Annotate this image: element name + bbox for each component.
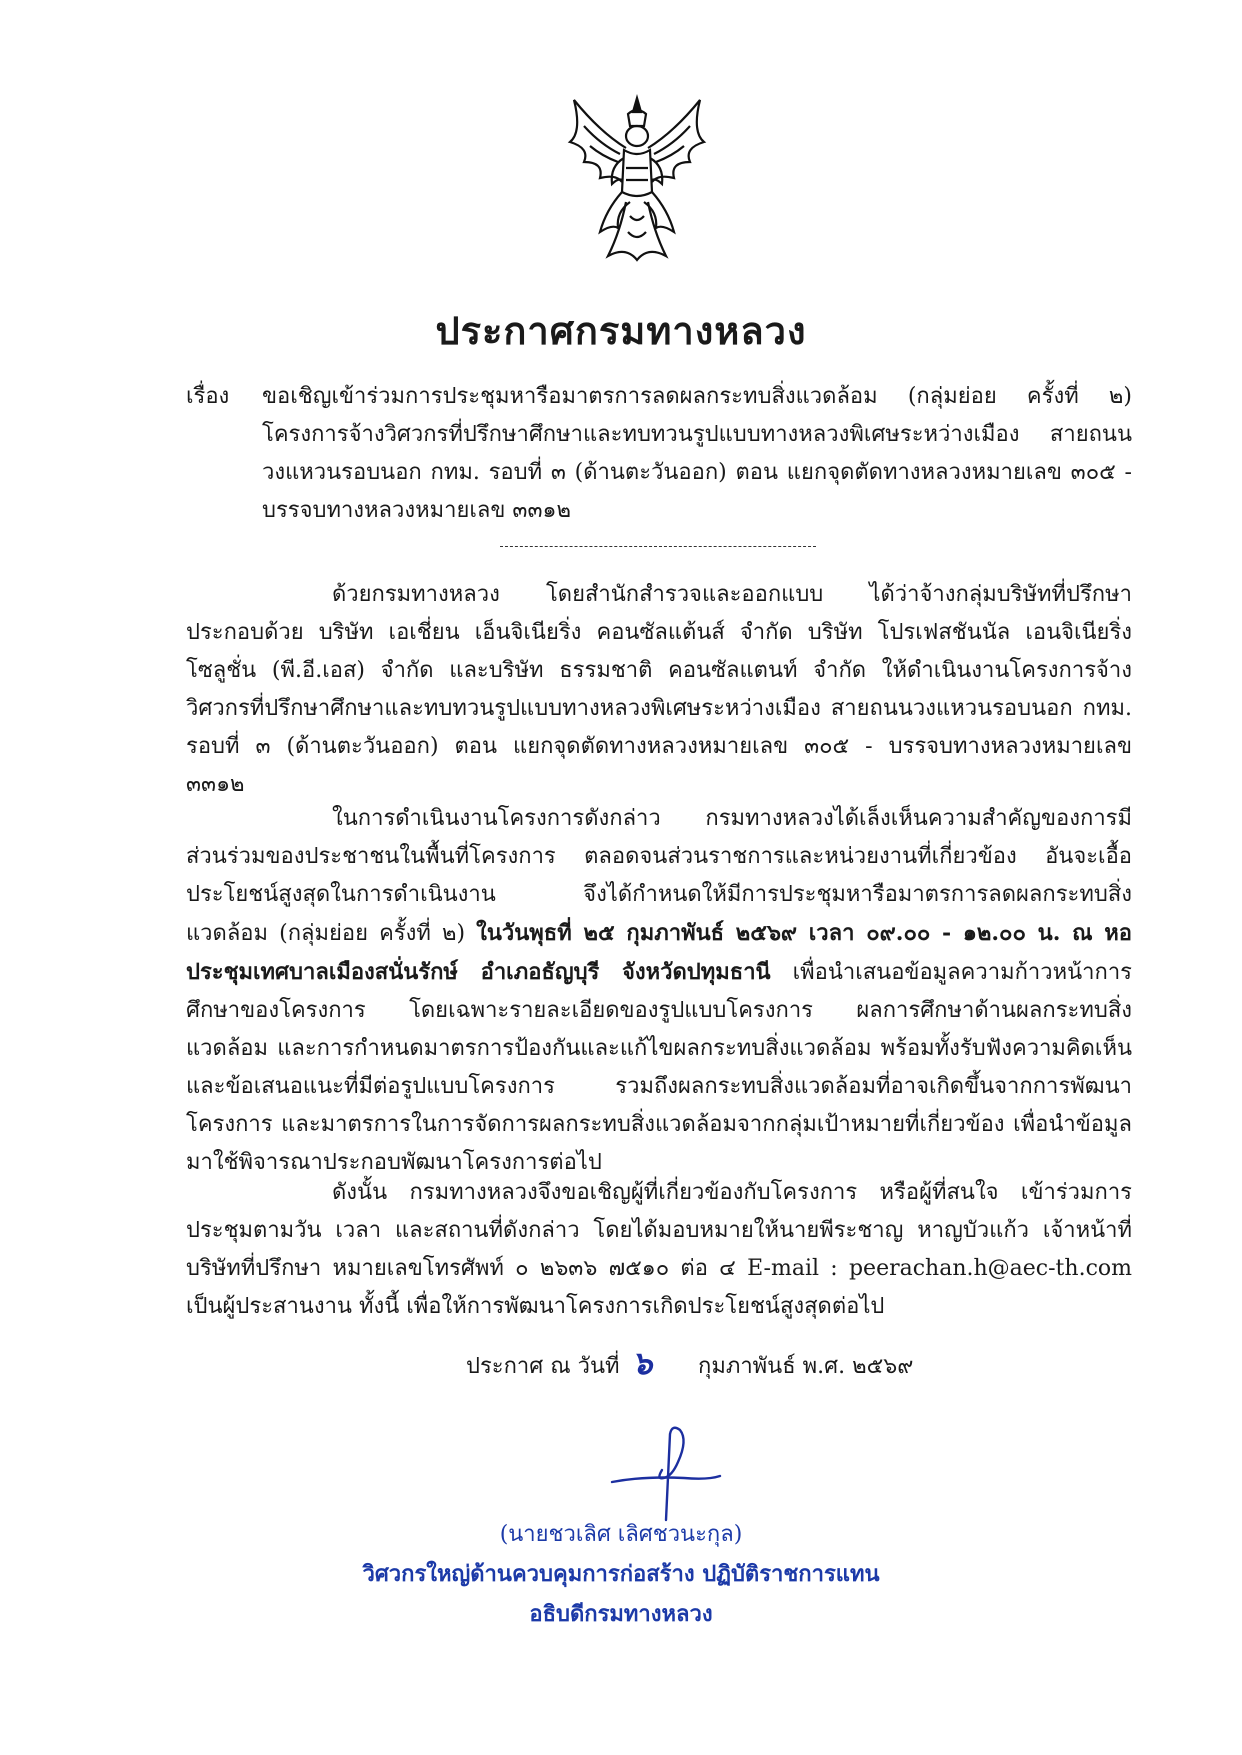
subject-text: ขอเชิญเข้าร่วมการประชุมหารือมาตรการลดผลกระทบสิ่งแวดล้อม (กลุ่มย่อย ครั้งที่ ๒) โครงการจ้างวิศวกรที่ปรึกษาศึกษาและทบทวนรูปแบบทางหลวงพิเศษระหว่างเมือง สายถนนวงแหวนรอบนอก กทม. รอบที่ ๓ (ด้านตะวันออก) ตอน แยกจุดตัดทางหลวงหมายเลข ๓๐๕ - บรรจบทางหลวงหมายเลข ๓๓๑๒ bbox=[262, 384, 1132, 523]
paragraph-2-intro: ในการดำเนินงานโครงการดังกล่าว กรมทางหลวงได้เล็งเห็นความสำคัญของการมีส่วนร่วมของประชาชนในพื้นที่โครงการ ตลอดจนส่วนราชการและหน่วยงานที่เกี่ยวข้อง อันจะเอื้อประโยชน์สูงสุดในการดำเนินงาน จึงได้กำหนดให้มีการประชุมหารือมาตรการลดผลกระทบสิ่งแวดล้อม (กลุ่มย่อย ครั้งที่ ๒) bbox=[186, 806, 1132, 946]
divider-line bbox=[500, 546, 816, 547]
document-title: ประกาศกรมทางหลวง bbox=[435, 308, 807, 353]
announcement-prefix: ประกาศ ณ วันที่ bbox=[466, 1354, 620, 1379]
body-paragraph-1: ด้วยกรมทางหลวง โดยสำนักสำรวจและออกแบบ ได้ว่าจ้างกลุ่มบริษัทที่ปรึกษา ประกอบด้วย บริษัท เอเชี่ยน เอ็นจิเนียริ่ง คอนซัลแต้นส์ จำกัด บริษัท โปรเฟสชันนัล เอนจิเนียริ่ง โซลูชั่น (พี.อี.เอส) จำกัด และบริษัท ธรรมชาติ คอนซัลแตนท์ จำกัด ให้ดำเนินงานโครงการจ้างวิศวกรที่ปรึกษาศึกษาและทบทวนรูปแบบทางหลวงพิเศษระหว่างเมือง สายถนนวงแหวนรอบนอก กทม. รอบที่ ๓ (ด้านตะวันออก) ตอน แยกจุดตัดทางหลวงหมายเลข ๓๐๕ - บรรจบทางหลวงหมายเลข ๓๓๑๒ bbox=[186, 582, 1132, 797]
body-paragraph-3: ดังนั้น กรมทางหลวงจึงขอเชิญผู้ที่เกี่ยวข้องกับโครงการ หรือผู้ที่สนใจ เข้าร่วมการประชุมตามวัน เวลา และสถานที่ดังกล่าว โดยได้มอบหมายให้นายพีระชาญ หาญบัวแก้ว เจ้าหน้าที่บริษัทที่ปรึกษา หมายเลขโทรศัพท์ ๐ ๒๖๓๖ ๗๕๑๐ ต่อ ๔ E-mail : peerachan.h@aec-th.com เป็นผู้ประสานงาน ทั้งนี้ เพื่อให้การพัฒนาโครงการเกิดประโยชน์สูงสุดต่อไป bbox=[186, 1180, 1132, 1319]
meeting-datetime-venue: ในวันพุธที่ ๒๕ กุมภาพันธ์ ๒๕๖๙ เวลา ๐๙.๐๐ - ๑๒.๐๐ น. ณ หอประชุมเทศบาลเมืองสนั่นรักษ์ อำเภอธัญบุรี จังหวัดปทุมธานี bbox=[186, 920, 1132, 985]
garuda-emblem-icon bbox=[560, 92, 714, 264]
signatory-position: วิศวกรใหญ่ด้านควบคุมการก่อสร้าง ปฏิบัติราชการแทน bbox=[362, 1561, 880, 1587]
signatory-name: (นายชวเลิศ เลิศชวนะกุล) bbox=[499, 1522, 743, 1547]
signatory-organization: อธิบดีกรมทางหลวง bbox=[529, 1601, 713, 1627]
subject-label: เรื่อง bbox=[186, 384, 230, 409]
handwritten-signature-icon bbox=[604, 1420, 724, 1530]
body-paragraph-2 bbox=[186, 800, 1132, 1182]
announcement-month-year: กุมภาพันธ์ พ.ศ. ๒๕๖๙ bbox=[698, 1354, 914, 1379]
paragraph-2-purpose: เพื่อนำเสนอข้อมูลความก้าวหน้าการศึกษาของโครงการ โดยเฉพาะรายละเอียดของรูปแบบโครงการ ผลการศึกษาด้านผลกระทบสิ่งแวดล้อม และการกำหนดมาตรการป้องกันและแก้ไขผลกระทบสิ่งแวดล้อม พร้อมทั้งรับฟังความคิดเห็น และข้อเสนอแนะที่มีต่อรูปแบบโครงการ รวมถึงผลกระทบสิ่งแวดล้อมที่อาจเกิดขึ้นจากการพัฒนาโครงการ และมาตรการในการจัดการผลกระทบสิ่งแวดล้อมจากกลุ่มเป้าหมายที่เกี่ยวข้อง เพื่อนำข้อมูลมาใช้พิจารณาประกอบพัฒนาโครงการต่อไป bbox=[186, 960, 1132, 1175]
handwritten-day: ๖ bbox=[632, 1344, 653, 1382]
